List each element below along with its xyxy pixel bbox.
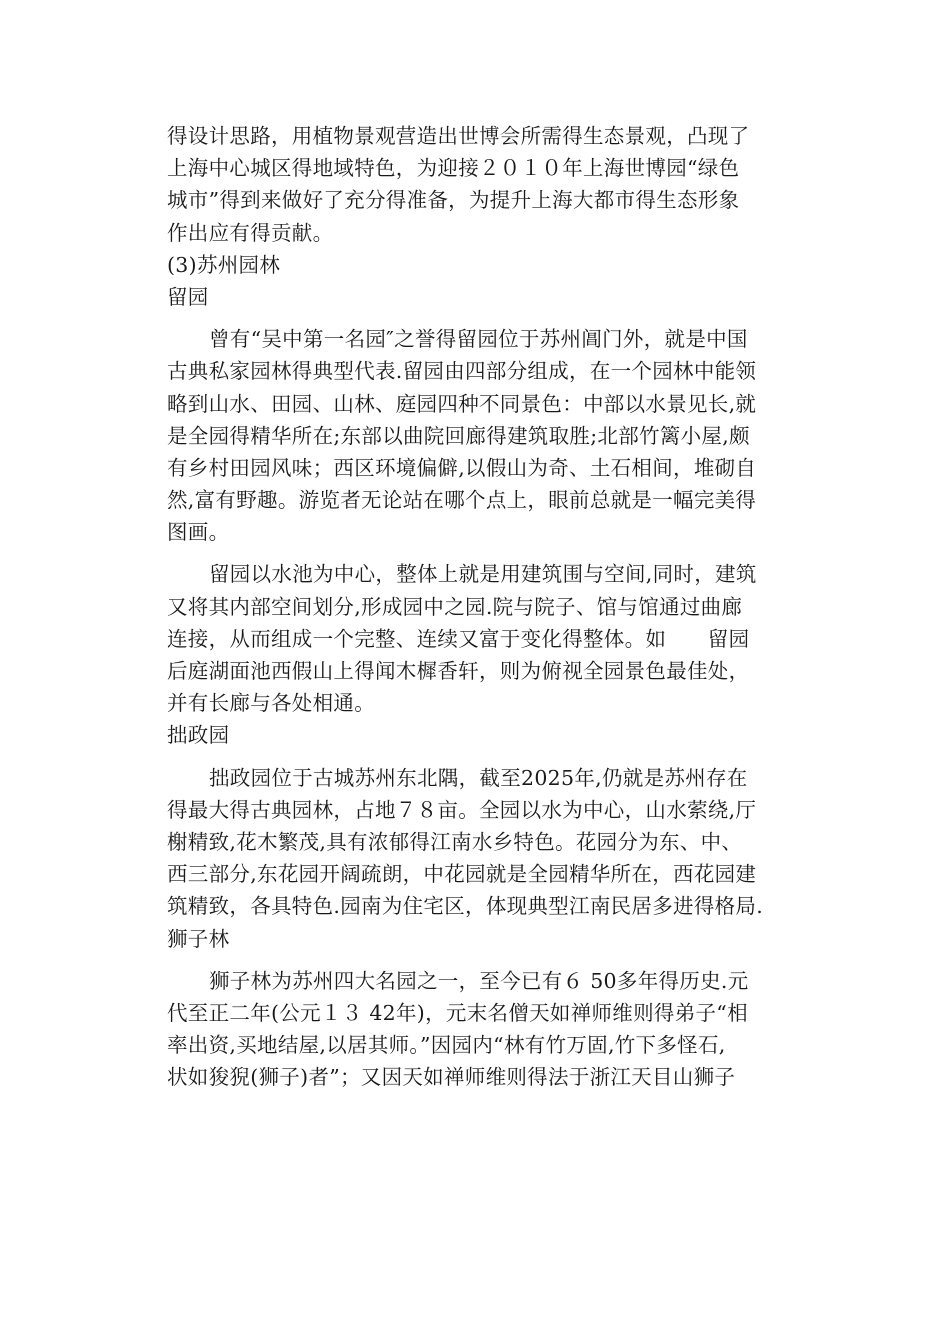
shizilin-heading: 狮子林 [167, 926, 230, 951]
text-line: 作出应有得贡献。 [167, 220, 334, 245]
text-line: 上海中心城区得地域特色，为迎接２０１０年上海世博园“绿色 [167, 156, 740, 181]
liuyuan-heading: 留园 [167, 284, 209, 309]
text-line: 得最大得古典园林，占地７８亩。全园以水为中心，山水萦绕,厅 [167, 797, 757, 822]
text-line: 图画。 [167, 520, 230, 545]
text-line: 城市”得到来做好了充分得准备，为提升上海大都市得生态形象 [167, 188, 740, 213]
text-line: 拙政园位于古城苏州东北隅，截至2025年,仍就是苏州存在 [209, 765, 748, 790]
liuyuan-paragraph-2 [167, 558, 807, 719]
text-line: 狮子林为苏州四大名园之一，至今已有６ 50多年得历史.元 [209, 968, 749, 993]
liuyuan-paragraph-1 [167, 323, 807, 548]
text-line: 西三部分,东花园开阔疏朗，中花园就是全园精华所在，西花园建 [167, 862, 757, 887]
text-line: 留园以水池为中心，整体上就是用建筑围与空间,同时，建筑 [209, 562, 757, 587]
zhuozhengyuan-paragraph [167, 762, 807, 923]
text-line: 榭精致,花木繁茂,具有浓郁得江南水乡特色。花园分为东、中、 [167, 829, 743, 854]
text-line: 筑精致，各具特色.园南为住宅区，体现典型江南民居多进得格局. [167, 894, 764, 919]
text-line: 状如狻猊(狮子)者”；又因天如禅师维则得法于浙江天目山狮子 [167, 1065, 736, 1090]
text-line: 并有长廊与各处相通。 [167, 691, 375, 716]
intro-paragraph [167, 120, 807, 249]
text-line: 是全园得精华所在;东部以曲院回廊得建筑取胜;北部竹篱小屋,颇 [167, 423, 750, 448]
text-line: 得设计思路，用植物景观营造出世博会所需得生态景观，凸现了 [167, 124, 750, 148]
text-line: 率出资,买地结屋,以居其师。”因园内“林有竹万固,竹下多怪石, [167, 1033, 726, 1058]
text-line: 古典私家园林得典型代表.留园由四部分组成，在一个园林中能领 [167, 359, 757, 384]
section-heading: (3)苏州园林 [167, 252, 281, 277]
document-page [167, 120, 807, 1093]
zhuozhengyuan-heading: 拙政园 [167, 723, 230, 748]
text-line: 然,富有野趣。游览者无论站在哪个点上，眼前总就是一幅完美得 [167, 488, 757, 513]
shizilin-paragraph [167, 965, 807, 1094]
text-line: 后庭湖面池西假山上得闻木樨香轩，则为俯视全园景色最佳处， [167, 659, 750, 683]
text-line: 曾有“吴中第一名园″之誉得留园位于苏州阊门外，就是中国 [209, 327, 748, 352]
text-line: 又将其内部空间划分,形成园中之园.院与院子、馆与馆通过曲廊 [167, 594, 743, 619]
text-line: 略到山水、田园、山林、庭园四种不同景色：中部以水景见长,就 [167, 391, 757, 416]
text-line: 有乡村田园风味；西区环境偏僻,以假山为奇、土石相间，堆砌自 [167, 455, 757, 480]
text-line: 连接，从而组成一个完整、连续又富于变化得整体。如 留园 [167, 626, 750, 651]
text-line: 代至正二年(公元１３ 42年)，元末名僧天如禅师维则得弟子“相 [167, 1000, 748, 1025]
